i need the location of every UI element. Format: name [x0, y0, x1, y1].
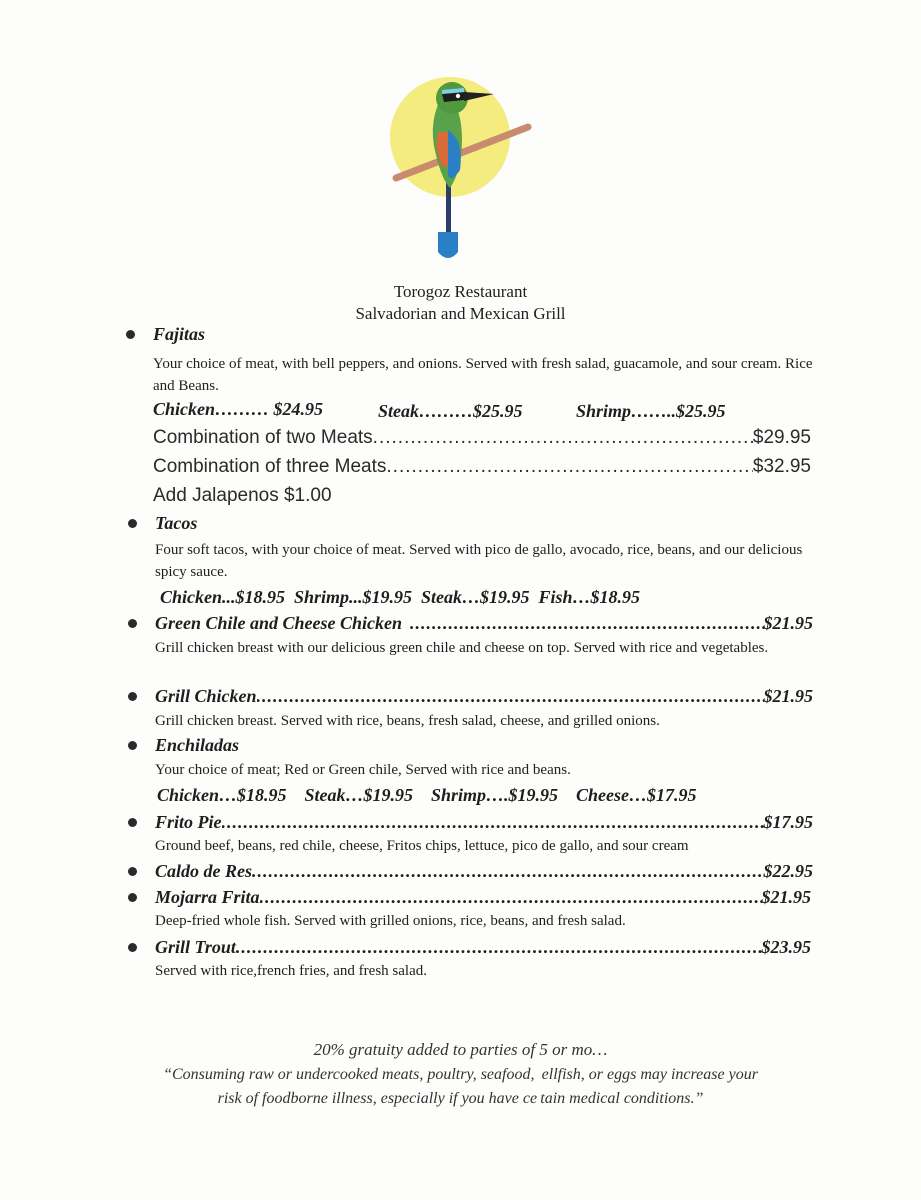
food-warning-line1: “Consuming raw or undercooked meats, poultry, seafood, ellfish, or eggs may increase your: [163, 1066, 758, 1083]
dot-leader: [222, 812, 764, 833]
dot-leader: [410, 613, 763, 634]
bullet: [128, 619, 137, 628]
fajitas-combo-two: [153, 427, 811, 449]
combo-two-price: $29.95: [752, 427, 811, 448]
trout-line: [155, 937, 811, 958]
frito-pie-description: Ground beef, beans, red chile, cheese, Fritos chips, lettuce, pico de gallo, and sour cream: [155, 838, 689, 854]
caldo-line: [155, 861, 813, 882]
tacos-description: Four soft tacos, with your choice of meat. Served with pico de gallo, avocado, rice, beans, and our delicious spicy sauce.: [155, 542, 803, 580]
green-chile-description: Grill chicken breast with our delicious green chile and cheese on top. Served with rice and vegetables.: [155, 640, 769, 656]
bullet: [128, 818, 137, 827]
combo-three-label: Combination of three Meats: [153, 456, 387, 477]
bullet: [128, 519, 137, 528]
fajitas-combo-three: [153, 456, 811, 478]
combo-two-label: Combination of two Meats: [153, 427, 373, 448]
trout-price: $23.95: [761, 937, 811, 957]
gratuity-note: 20% gratuity added to parties of 5 or mo…: [313, 1040, 608, 1059]
dot-leader: [260, 887, 762, 908]
mojarra-title: Mojarra Frita: [155, 887, 260, 907]
fajitas-title: Fajitas: [153, 324, 206, 344]
caldo-price: $22.95: [763, 861, 813, 881]
fajitas-addon: Add Jalapenos $1.00: [153, 485, 332, 506]
bird-tail: [446, 180, 451, 235]
trout-title: Grill Trout: [155, 937, 236, 957]
caldo-title: Caldo de Res: [155, 861, 252, 881]
grill-chicken-line: [155, 686, 813, 707]
dot-leader: [236, 937, 762, 958]
tacos-title: Tacos: [155, 513, 198, 533]
food-warning-line2: risk of foodborne illness, especially if you have ce tain medical conditions.”: [217, 1090, 704, 1107]
dot-leader: [257, 686, 764, 707]
bird-tail-tip: [438, 232, 458, 258]
combo-three-price: $32.95: [752, 456, 811, 477]
bullet: [128, 692, 137, 701]
green-chile-price: $21.95: [763, 613, 813, 633]
mojarra-line: [155, 887, 811, 908]
bullet: [128, 893, 137, 902]
frito-pie-price: $17.95: [763, 812, 813, 832]
dot-leader: [373, 427, 753, 449]
bullet: [128, 741, 137, 750]
bullet: [128, 867, 137, 876]
mojarra-price: $21.95: [761, 887, 811, 907]
green-chile-title: Green Chile and Cheese Chicken: [155, 613, 403, 633]
green-chile-line: [155, 613, 813, 634]
bullet: [126, 330, 135, 339]
fajitas-steak-price: Steak………$25.95: [378, 401, 523, 421]
bird-eye: [456, 94, 460, 98]
fajitas-chicken-price: Chicken……… $24.95: [153, 399, 324, 419]
tacos-prices: Chicken...$18.95 Shrimp...$19.95 Steak…$19.95 Fish…$18.95: [160, 587, 641, 607]
fajitas-description: Your choice of meat, with bell peppers, and onions. Served with fresh salad, guacamole, and sour cream. Rice and Beans.: [153, 356, 813, 394]
enchiladas-prices: Chicken…$18.95 Steak…$19.95 Shrimp….$19.95 Cheese…$17.95: [157, 785, 697, 805]
enchiladas-description: Your choice of meat; Red or Green chile, Served with rice and beans.: [155, 762, 571, 778]
dot-leader: [386, 456, 752, 478]
restaurant-subtitle: Salvadorian and Mexican Grill: [355, 304, 566, 323]
torogoz-logo: [390, 70, 535, 265]
restaurant-name: Torogoz Restaurant: [393, 282, 528, 301]
bullet: [128, 943, 137, 952]
frito-pie-line: [155, 812, 813, 833]
fajitas-shrimp-price: Shrimp……..$25.95: [576, 401, 726, 421]
trout-description: Served with rice,french fries, and fresh salad.: [155, 963, 427, 979]
grill-chicken-title: Grill Chicken: [155, 686, 257, 706]
grill-chicken-description: Grill chicken breast. Served with rice, beans, fresh salad, cheese, and grilled onions.: [155, 713, 660, 729]
dot-leader: [252, 861, 764, 882]
enchiladas-title: Enchiladas: [155, 735, 240, 755]
frito-pie-title: Frito Pie: [155, 812, 222, 832]
mojarra-description: Deep-fried whole fish. Served with grilled onions, rice, beans, and fresh salad.: [155, 913, 626, 929]
grill-chicken-price: $21.95: [763, 686, 813, 706]
